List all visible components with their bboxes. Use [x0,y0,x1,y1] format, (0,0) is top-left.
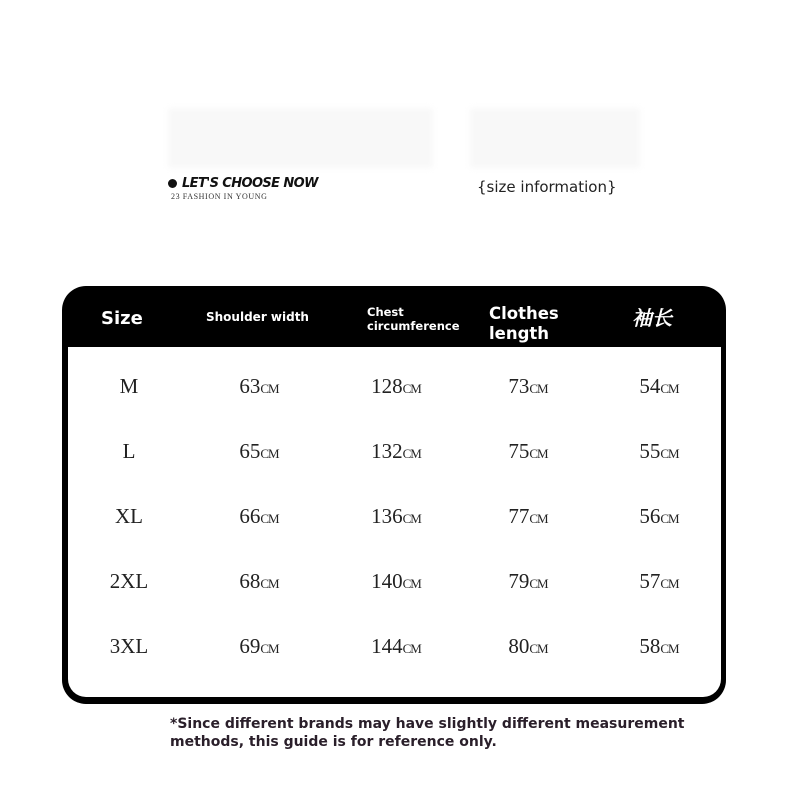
measurement-cell [239,374,278,399]
length-value: 80 [508,634,530,658]
measurement-cell [639,439,678,464]
size-cell [110,634,149,659]
header-length-line2: length [489,324,550,343]
measurement-cell [639,374,678,399]
chest-value: 132 [371,439,403,463]
unit-label: CM [660,446,679,461]
size-cell [115,504,143,529]
chest-value: 136 [371,504,403,528]
header-shoulder-width: Shoulder width [206,310,309,324]
measurement-cell [371,504,421,529]
measurement-cell [508,504,547,529]
size-information-label: {size information} [477,178,617,196]
size-cell [123,439,136,464]
shoulder-value: 68 [239,569,261,593]
sleeve-value: 58 [639,634,661,658]
measurement-cell [639,569,678,594]
shoulder-value: 66 [239,504,261,528]
length-value: 79 [508,569,530,593]
unit-label: CM [402,446,421,461]
faded-banner-left [168,108,433,168]
sleeve-value: 56 [639,504,661,528]
measurement-cell [508,569,547,594]
chest-value: 144 [371,634,403,658]
length-value: 75 [508,439,530,463]
size-value: M [119,374,139,398]
measurement-cell [239,504,278,529]
unit-label: CM [260,446,279,461]
chest-value: 140 [371,569,403,593]
bullet-dot-icon [168,179,177,188]
measurement-cell [639,504,678,529]
sleeve-value: 55 [639,439,661,463]
faded-banner-right [470,108,640,168]
measurement-cell [508,439,547,464]
measurement-cell [239,439,278,464]
measurement-cell [239,569,278,594]
header-length-line1: Clothes [489,304,559,323]
unit-label: CM [529,381,548,396]
header-clothes-length [489,304,559,344]
shoulder-value: 65 [239,439,261,463]
measurement-cell [508,634,547,659]
unit-label: CM [402,576,421,591]
header-size: Size [101,308,143,329]
unit-label: CM [260,511,279,526]
tagline-subline: 23 FASHION IN YOUNG [171,192,268,201]
unit-label: CM [529,446,548,461]
sleeve-value: 57 [639,569,661,593]
length-value: 73 [508,374,530,398]
header-chest-line1: Chest [367,305,404,319]
measurement-cell [371,569,421,594]
shoulder-value: 69 [239,634,261,658]
unit-label: CM [529,641,548,656]
size-value: 3XL [109,634,149,658]
measurement-cell [371,439,421,464]
size-value: XL [115,504,143,528]
measurement-disclaimer [170,715,690,751]
size-cell [110,569,149,594]
measurement-cell [508,374,547,399]
size-value: L [122,439,136,463]
disclaimer-line2: methods, this guide is for reference only. [170,734,497,750]
measurement-cell [239,634,278,659]
unit-label: CM [260,641,279,656]
tagline-text: LET'S CHOOSE NOW [182,176,318,191]
header-chest-line2: circumference [367,319,460,333]
size-cell [120,374,139,399]
measurement-cell [371,634,421,659]
measurement-cell [371,374,421,399]
header-chest-circumference [367,305,460,333]
unit-label: CM [260,576,279,591]
unit-label: CM [660,576,679,591]
length-value: 77 [508,504,530,528]
unit-label: CM [660,641,679,656]
unit-label: CM [402,511,421,526]
measurement-cell [639,634,678,659]
header-sleeve-length: 袖长 [632,306,672,330]
unit-label: CM [402,641,421,656]
tagline-headline [168,176,318,191]
unit-label: CM [529,576,548,591]
unit-label: CM [260,381,279,396]
shoulder-value: 63 [239,374,261,398]
sleeve-value: 54 [639,374,661,398]
brand-tagline [168,176,318,201]
unit-label: CM [402,381,421,396]
disclaimer-line1: *Since different brands may have slightly different measurement [170,716,685,732]
chest-value: 128 [371,374,403,398]
unit-label: CM [660,381,679,396]
unit-label: CM [660,511,679,526]
unit-label: CM [529,511,548,526]
size-value: 2XL [109,569,149,593]
